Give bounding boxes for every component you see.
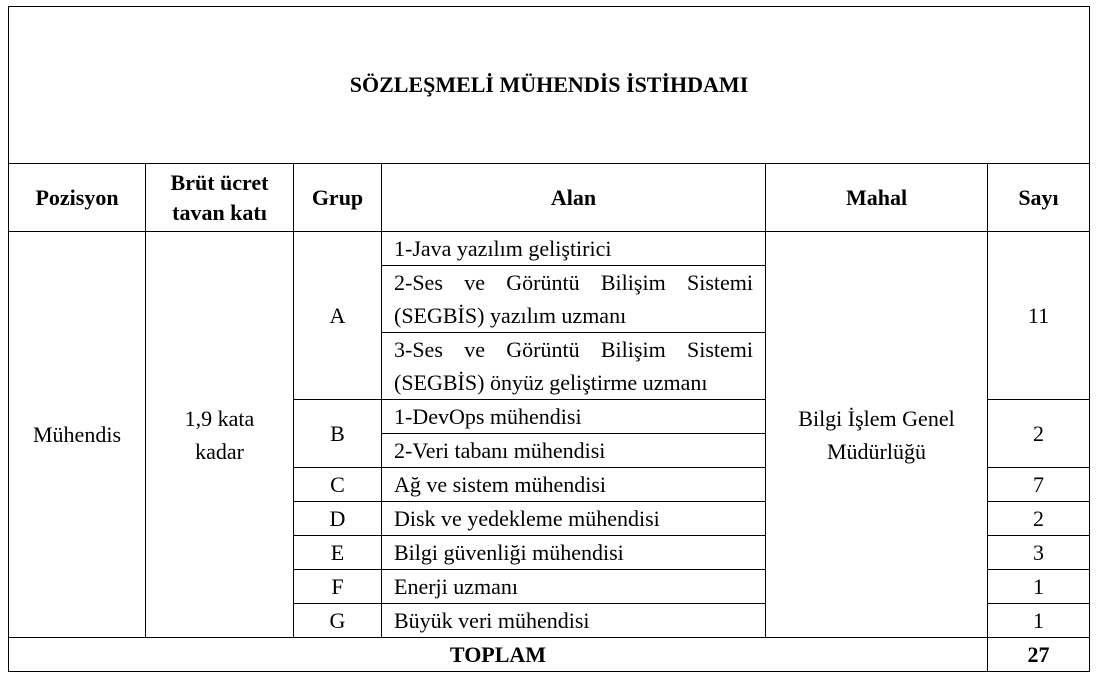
- grup-cell-c: C: [294, 468, 382, 502]
- mahal-cell: [766, 232, 988, 638]
- sayi-cell-e: 3: [988, 536, 1090, 570]
- total-label: TOPLAM: [9, 638, 988, 672]
- alan-cell: 1-DevOps mühendisi: [382, 400, 766, 434]
- header-mahal: Mahal: [766, 164, 988, 232]
- total-value: 27: [988, 638, 1090, 672]
- grup-cell-f: F: [294, 570, 382, 604]
- alan-cell: Büyük veri mühendisi: [382, 604, 766, 638]
- sayi-cell-a: 11: [988, 232, 1090, 400]
- header-brut: Brüt ücret tavan katı: [146, 164, 294, 232]
- grup-cell-b: B: [294, 400, 382, 468]
- mahal-text: Bilgi İşlem Genel Müdürlüğü: [798, 405, 955, 464]
- alan-cell: 3-Ses ve Görüntü Bilişim Sistemi (SEGBİS) önyüz geliştirme uzmanı: [382, 333, 766, 400]
- pozisyon-cell: Mühendis: [9, 232, 146, 638]
- alan-cell: 1-Java yazılım geliştirici: [382, 232, 766, 266]
- alan-cell: Bilgi güvenliği mühendisi: [382, 536, 766, 570]
- sayi-cell-c: 7: [988, 468, 1090, 502]
- grup-cell-a: A: [294, 232, 382, 400]
- sayi-cell-d: 2: [988, 502, 1090, 536]
- grup-cell-g: G: [294, 604, 382, 638]
- alan-cell: 2-Ses ve Görüntü Bilişim Sistemi (SEGBİS) yazılım uzmanı: [382, 266, 766, 333]
- table-title: SÖZLEŞMELİ MÜHENDİS İSTİHDAMI: [9, 7, 1090, 164]
- alan-cell: Ağ ve sistem mühendisi: [382, 468, 766, 502]
- brut-cell: [146, 232, 294, 638]
- header-pozisyon: Pozisyon: [9, 164, 146, 232]
- grup-cell-d: D: [294, 502, 382, 536]
- header-sayi: Sayı: [988, 164, 1090, 232]
- header-alan: Alan: [382, 164, 766, 232]
- sayi-cell-f: 1: [988, 570, 1090, 604]
- alan-cell: Enerji uzmanı: [382, 570, 766, 604]
- sayi-cell-g: 1: [988, 604, 1090, 638]
- header-grup: Grup: [294, 164, 382, 232]
- brut-text: 1,9 kata kadar: [184, 405, 255, 464]
- grup-cell-e: E: [294, 536, 382, 570]
- sayi-cell-b: 2: [988, 400, 1090, 468]
- employment-table: [8, 6, 1090, 672]
- alan-cell: Disk ve yedekleme mühendisi: [382, 502, 766, 536]
- alan-cell: 2-Veri tabanı mühendisi: [382, 434, 766, 468]
